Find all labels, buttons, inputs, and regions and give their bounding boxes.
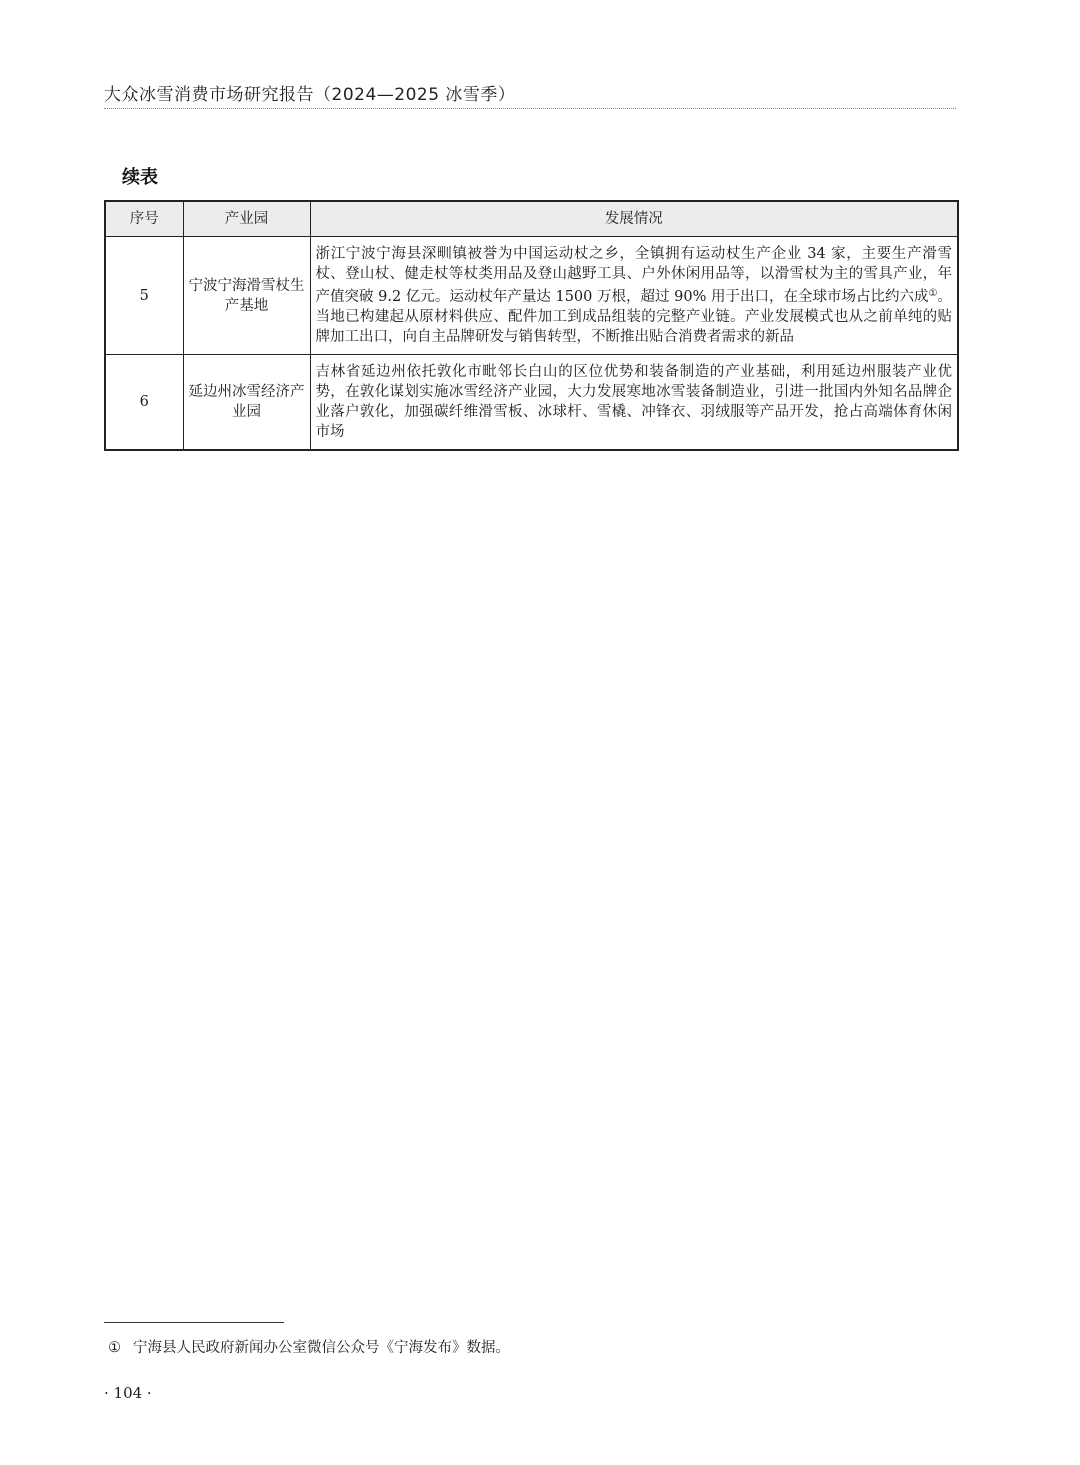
header-divider bbox=[104, 108, 956, 109]
footnote-divider bbox=[104, 1322, 284, 1323]
table-header-row bbox=[105, 201, 958, 237]
footnote-reference: ① bbox=[928, 288, 938, 299]
development-description bbox=[310, 237, 958, 355]
table-row bbox=[105, 355, 958, 451]
industrial-park-table bbox=[104, 200, 959, 451]
running-header: 大众冰雪消费市场研究报告（2024—2025 冰雪季） bbox=[104, 85, 516, 105]
park-name: 延边州冰雪经济产业园 bbox=[183, 355, 310, 451]
table-row bbox=[105, 237, 958, 355]
description-text-part1: 浙江宁波宁海县深甽镇被誉为中国运动杖之乡，全镇拥有运动杖生产企业 34 家，主要生产滑雪杖、登山杖、健走杖等杖类用品及登山越野工具、户外休闲用品等，以滑雪杖为主的雪具产业，年产值突破 9.2 亿元。运动杖年产量达 1500 万根，超过 90% 用于出口，在全球市场占比约六成 bbox=[315, 246, 952, 305]
footnote-number: ① bbox=[108, 1340, 121, 1356]
column-header-number: 序号 bbox=[105, 201, 183, 237]
park-name: 宁波宁海滑雪杖生产基地 bbox=[183, 237, 310, 355]
table-caption: 续表 bbox=[122, 167, 158, 188]
page-number: · 104 · bbox=[104, 1384, 152, 1402]
column-header-development: 发展情况 bbox=[310, 201, 958, 237]
footnote bbox=[108, 1336, 510, 1357]
column-header-park: 产业园 bbox=[183, 201, 310, 237]
footnote-text: 宁海县人民政府新闻办公室微信公众号《宁海发布》数据。 bbox=[133, 1340, 510, 1356]
description-text-part2: 。当地已构建起从原材料供应、配件加工到成品组装的完整产业链。产业发展模式也从之前单纯的贴牌加工出口，向自主品牌研发与销售转型，不断推出贴合消费者需求的新品 bbox=[315, 289, 953, 345]
row-number: 5 bbox=[105, 237, 183, 355]
row-number: 6 bbox=[105, 355, 183, 451]
development-description: 吉林省延边州依托敦化市毗邻长白山的区位优势和装备制造的产业基础，利用延边州服装产业优势，在敦化谋划实施冰雪经济产业园，大力发展寒地冰雪装备制造业，引进一批国内外知名品牌企业落户敦化，加强碳纤维滑雪板、冰球杆、雪橇、冲锋衣、羽绒服等产品开发，抢占高端体育休闲市场 bbox=[310, 355, 958, 451]
